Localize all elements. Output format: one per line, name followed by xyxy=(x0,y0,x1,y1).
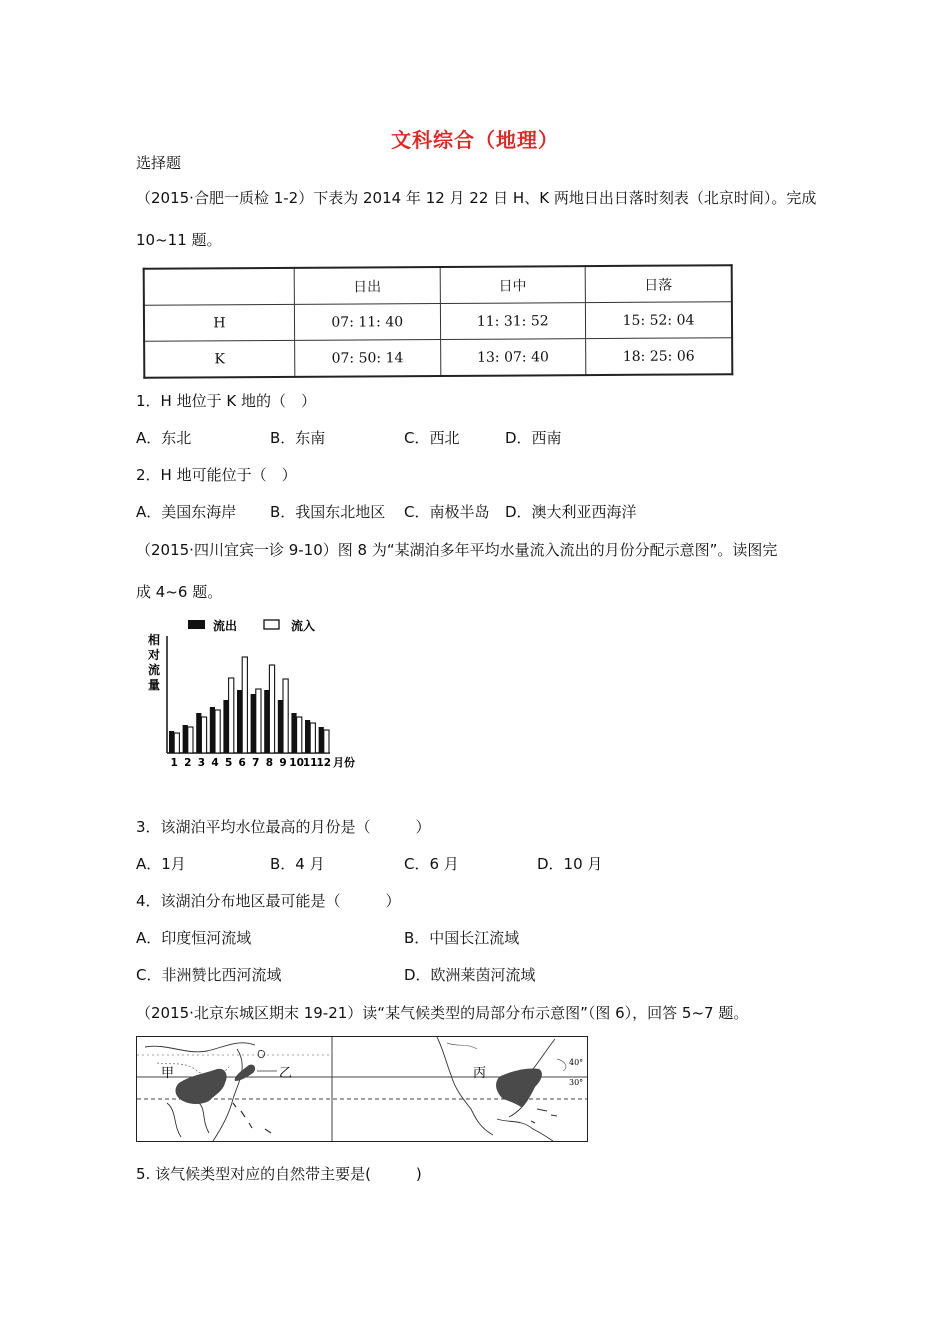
table-cell: K xyxy=(144,340,295,377)
table-cell: 18: 25: 06 xyxy=(586,338,733,375)
bar-inflow-4 xyxy=(215,710,220,753)
question-1-stem: 1．H 地位于 K 地的（ ） xyxy=(136,392,316,410)
hokkaido xyxy=(258,1050,264,1057)
table-header-cell: 日落 xyxy=(585,265,732,302)
legend-outflow-label: 流出 xyxy=(213,619,238,633)
q1-option-a[interactable]: A．东北 xyxy=(136,429,192,447)
x-tick-label: 7 xyxy=(252,757,260,769)
q4-option-b[interactable]: B．中国长江流域 xyxy=(404,929,520,947)
intro3-line1: （2015·北京东城区期末 19-21）读“某气候类型的局部分布示意图”（图 6），回答 5~7 题。 xyxy=(136,1004,749,1022)
q2-option-b[interactable]: B．我国东北地区 xyxy=(270,503,386,521)
caribbean-islands xyxy=(531,1109,557,1123)
question-5-stem: 5. 该气候类型对应的自然带主要是( ) xyxy=(136,1165,422,1183)
region-east-asia xyxy=(176,1069,227,1104)
table-cell: H xyxy=(144,304,295,341)
x-tick-label: 5 xyxy=(224,757,233,769)
bar-outflow-5 xyxy=(223,700,228,753)
x-tick-label: 4 xyxy=(211,757,219,769)
north-america-coastline xyxy=(437,1037,555,1141)
bar-outflow-1 xyxy=(169,731,174,753)
bar-inflow-1 xyxy=(174,733,179,753)
table-header-cell: 日中 xyxy=(440,266,586,303)
question-2-stem: 2．H 地可能位于（ ） xyxy=(136,466,297,484)
bar-inflow-2 xyxy=(188,727,193,753)
table-cell: 11: 31: 52 xyxy=(440,303,586,340)
x-tick-label: 12 xyxy=(316,757,332,769)
x-tick-label: 10 xyxy=(289,757,304,769)
bar-inflow-6 xyxy=(242,657,247,753)
bar-outflow-2 xyxy=(183,725,188,753)
x-tick-label: 2 xyxy=(184,757,192,769)
chart-legend xyxy=(188,618,315,633)
bar-inflow-3 xyxy=(201,717,206,753)
question-3-stem: 3．该湖泊平均水位最高的月份是（ ） xyxy=(136,818,431,836)
bar-outflow-12 xyxy=(319,727,324,753)
bar-outflow-3 xyxy=(196,713,201,753)
legend-outflow-swatch xyxy=(188,620,205,629)
lat-label-30: 30° xyxy=(569,1078,584,1087)
map-label-bing: 丙 xyxy=(473,1066,487,1081)
table-header-cell xyxy=(144,268,295,305)
q1-option-d[interactable]: D．西南 xyxy=(505,429,562,447)
table-cell: 15: 52: 04 xyxy=(585,302,732,339)
bar-outflow-9 xyxy=(278,700,283,753)
intro2-line2: 成 4~6 题。 xyxy=(136,583,223,601)
y-axis-label-char: 流 xyxy=(148,663,161,677)
region-southeast-usa xyxy=(496,1068,542,1107)
x-tick-label: 8 xyxy=(265,757,274,769)
x-tick-label: 6 xyxy=(238,757,246,769)
q4-option-a[interactable]: A．印度恒河流域 xyxy=(136,929,252,947)
islands xyxy=(233,1103,271,1133)
q3-option-c[interactable]: C．6 月 xyxy=(404,855,459,873)
q1-option-c[interactable]: C．西北 xyxy=(404,429,460,447)
lake-flow-chart xyxy=(140,612,370,772)
x-tick-label: 9 xyxy=(279,757,287,769)
table-row xyxy=(144,338,732,378)
y-axis-label-char: 量 xyxy=(148,678,161,692)
bar-inflow-8 xyxy=(269,665,274,753)
climate-map-drawing xyxy=(137,1037,587,1141)
map-label-jia: 甲 xyxy=(161,1066,175,1081)
north-america-detail xyxy=(447,1043,566,1071)
intro1-line1: （2015·合肥一质检 1-2）下表为 2014 年 12 月 22 日 H、K 两地日出日落时刻表（北京时间）。完成 xyxy=(136,189,817,207)
q1-option-b[interactable]: B．东南 xyxy=(270,429,326,447)
x-axis-label: 月份 xyxy=(333,756,355,769)
table-row xyxy=(144,302,732,342)
x-tick-label: 1 xyxy=(170,757,178,769)
map-label-yi: 乙 xyxy=(279,1066,293,1081)
q2-option-d[interactable]: D．澳大利亚西海洋 xyxy=(505,503,637,521)
bar-inflow-12 xyxy=(324,730,329,753)
bar-outflow-8 xyxy=(264,690,269,753)
intro2-line1: （2015·四川宜宾一诊 9-10）图 8 为“某湖泊多年平均水量流入流出的月份分配示意图”。读图完 xyxy=(136,541,778,559)
question-4-stem: 4．该湖泊分布地区最可能是（ ） xyxy=(136,892,401,910)
bar-inflow-7 xyxy=(256,689,261,753)
q4-option-d[interactable]: D．欧洲莱茵河流域 xyxy=(404,966,536,984)
bar-outflow-4 xyxy=(210,707,215,753)
climate-distribution-map xyxy=(136,1036,588,1142)
table-header-row xyxy=(144,265,732,305)
bar-inflow-9 xyxy=(283,679,288,753)
x-tick-label: 3 xyxy=(197,757,206,769)
table-cell: 07: 11: 40 xyxy=(294,303,440,340)
q4-option-c[interactable]: C．非洲赞比西河流域 xyxy=(136,966,282,984)
q3-option-b[interactable]: B．4 月 xyxy=(270,855,325,873)
table-header-cell: 日出 xyxy=(294,267,440,304)
bar-inflow-5 xyxy=(229,678,234,753)
q3-option-d[interactable]: D．10 月 xyxy=(537,855,603,873)
q2-option-a[interactable]: A．美国东海岸 xyxy=(136,503,237,521)
page-title: 文科综合（地理） xyxy=(391,128,559,152)
lat-label-40: 40° xyxy=(569,1058,584,1067)
bar-outflow-11 xyxy=(305,720,310,753)
intro1-line2: 10~11 题。 xyxy=(136,231,222,249)
legend-inflow-label: 流入 xyxy=(291,619,316,633)
bar-inflow-11 xyxy=(310,723,315,753)
x-tick-label: 11 xyxy=(302,757,318,769)
region-japan xyxy=(235,1065,255,1081)
bar-inflow-10 xyxy=(297,717,302,753)
sunrise-sunset-table xyxy=(143,264,734,379)
q2-option-c[interactable]: C．南极半岛 xyxy=(404,503,490,521)
bar-outflow-7 xyxy=(251,694,256,753)
bar-outflow-6 xyxy=(237,690,242,753)
q3-option-a[interactable]: A．1月 xyxy=(136,855,186,873)
table-cell: 07: 50: 14 xyxy=(295,339,441,376)
section-heading: 选择题 xyxy=(136,154,182,172)
legend-inflow-swatch xyxy=(264,620,279,629)
y-axis-label-char: 相 xyxy=(148,633,161,647)
table-cell: 13: 07: 40 xyxy=(440,339,586,376)
y-axis-label xyxy=(147,632,160,692)
bar-outflow-10 xyxy=(291,713,296,753)
y-axis-label-char: 对 xyxy=(148,648,161,662)
